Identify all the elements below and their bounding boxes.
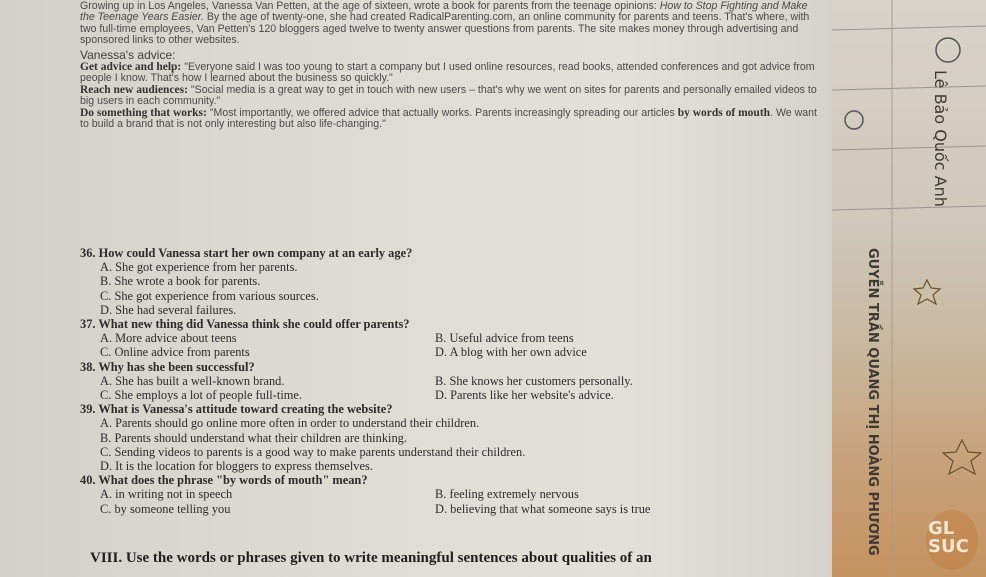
question-list: [80, 246, 825, 516]
tip-text: . We want to build a brand that is not only interesting but also life-changing.": [80, 106, 817, 131]
tip-label: Do something that works:: [80, 106, 207, 119]
advice-subheading: Vanessa's advice:: [80, 47, 176, 62]
tip-text: "Most importantly, we offered advice that actually works. Parents increasingly spreading our articles: [206, 106, 678, 119]
option-37c: C. Online advice from parents: [100, 345, 250, 360]
options-row: [80, 331, 825, 345]
option-39a: A. Parents should go online more often in order to understand their children.: [100, 416, 480, 431]
question-38: 38. Why has she been successful?: [80, 359, 255, 374]
options-row: [80, 388, 825, 402]
options-row: [80, 345, 825, 359]
notebook-lines: [832, 0, 986, 577]
options-row: [80, 374, 825, 388]
tip-3: [80, 108, 825, 131]
tip-1: [80, 62, 825, 85]
section-viii-heading: VIII. Use the words or phrases given to write meaningful sentences about qualities of an: [90, 550, 652, 566]
notebook-margin: [832, 0, 986, 577]
option-38a: A. She has built a well-known brand.: [100, 373, 285, 388]
option-40d: D. believing that what someone says is true: [435, 501, 651, 516]
option-40c: C. by someone telling you: [100, 501, 231, 516]
intro-text-1: Growing up in Los Angeles, Vanessa Van Petten, at the age of sixteen, wrote a book for parents from the teenage opinions:: [80, 0, 660, 12]
question-39: 39. What is Vanessa's attitude toward creating the website?: [80, 402, 393, 417]
tip-bold-phrase: by words of mouth: [677, 106, 771, 119]
book-title: How to Stop Fighting and Make the Teenage Years Easier.: [80, 0, 808, 24]
option-38b: B. She knows her customers personally.: [435, 373, 633, 388]
vertical-name-text: GUYỄN TRẦN QUANG THỊ HOÀNG PHƯƠNG: [865, 248, 880, 556]
question-40: 40. What does the phrase "by words of mouth" mean?: [80, 473, 368, 488]
option-39d: D. It is the location for bloggers to express themselves.: [100, 459, 373, 474]
option-40a: A. in writing not in speech: [100, 487, 233, 502]
option-37d: D. A blog with her own advice: [435, 345, 587, 360]
option-36a: A. She got experience from her parents.: [100, 260, 298, 275]
option-38c: C. She employs a lot of people full-time.: [100, 388, 303, 403]
option-39b: B. Parents should understand what their children are thinking.: [100, 430, 407, 445]
options-row: [80, 487, 825, 501]
reading-passage: [80, 1, 825, 130]
tip-text: "Social media is a great way to get in touch with new users – that's why we went on sites for parents and personally emailed videos to big users in each community.": [80, 83, 817, 108]
tip-text: "Everyone said I was too young to start a company but I used online resources, read books, attended conferences and got advice from people I know. That's how I learned about the business so quickly.": [80, 61, 815, 85]
options-row: [80, 502, 825, 516]
tip-label: Get advice and help:: [80, 61, 182, 74]
tip-label: Reach new audiences:: [80, 83, 188, 96]
corner-logo-text: GL SUC: [928, 518, 969, 557]
option-40b: B. feeling extremely nervous: [435, 487, 579, 502]
ring-icon: [845, 111, 863, 129]
option-36c: C. She got experience from various sources.: [100, 288, 319, 303]
option-36b: B. She wrote a book for parents.: [100, 274, 261, 289]
star-doodle-icon: [914, 280, 940, 304]
option-38d: D. Parents like her website's advice.: [435, 388, 614, 403]
handwritten-note: Lê Bảo Quốc Anh: [931, 70, 950, 207]
tip-2: [80, 85, 825, 108]
star-doodle-icon: [943, 440, 981, 474]
option-37b: B. Useful advice from teens: [435, 331, 574, 346]
passage-intro: [80, 1, 825, 47]
option-37a: A. More advice about teens: [100, 331, 237, 346]
ring-icon: [936, 38, 960, 62]
intro-text-2: By the age of twenty-one, she had created RadicalParenting.com, an online community for parents and teens. That's where, with two full-time employees, Van Petten's 120 bloggers aged twelve to twenty answer questions from parents. The site makes money through advertising and sponsored links to other websites.: [80, 11, 810, 47]
option-36d: D. She had several failures.: [100, 302, 237, 317]
question-37: 37. What new thing did Vanessa think she could offer parents?: [80, 317, 410, 332]
option-39c: C. Sending videos to parents is a good way to make parents understand their children.: [100, 444, 526, 459]
question-36: 36. How could Vanessa start her own company at an early age?: [80, 246, 413, 260]
